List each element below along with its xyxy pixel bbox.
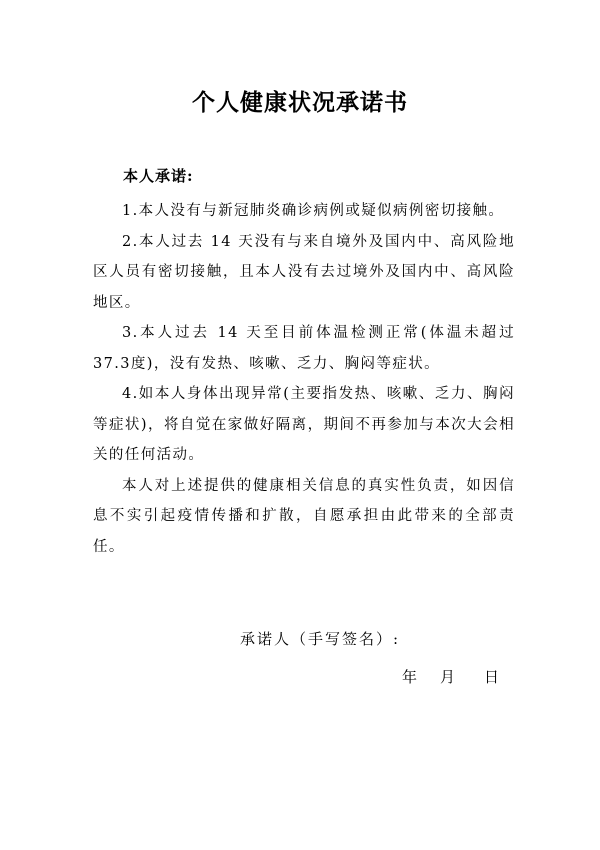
commitment-body [93, 196, 515, 562]
date-line [402, 666, 499, 687]
date-day-label: 日 [484, 668, 500, 686]
commitment-item-4: 4.如本人身体出现异常(主要指发热、咳嗽、乏力、胸闷等症状)，将自觉在家做好隔离，期间不再参加与本次大会相关的任何活动。 [93, 386, 515, 463]
commitment-heading: 本人承诺: [123, 167, 194, 185]
date-year-label: 年 [402, 668, 418, 686]
responsibility-statement: 本人对上述提供的健康相关信息的真实性负责，如因信息不实引起疫情传播和扩散，自愿承担由此带来的全部责任。 [93, 477, 515, 555]
document-title: 个人健康状况承诺书 [192, 89, 408, 116]
date-month-label: 月 [440, 668, 456, 686]
commitment-item-1: 1.本人没有与新冠肺炎确诊病例或疑似病例密切接触。 [122, 203, 505, 219]
commitment-item-2: 2.本人过去 14 天没有与来自境外及国内中、高风险地区人员有密切接触，且本人没有去过境外及国内中、高风险地区。 [93, 233, 515, 311]
commitment-item-3: 3.本人过去 14 天至目前体温检测正常(体温未超过 37.3度)，没有发热、咳嗽、乏力、胸闷等症状。 [93, 325, 515, 372]
signature-label: 承诺人（手写签名）: [240, 630, 401, 648]
